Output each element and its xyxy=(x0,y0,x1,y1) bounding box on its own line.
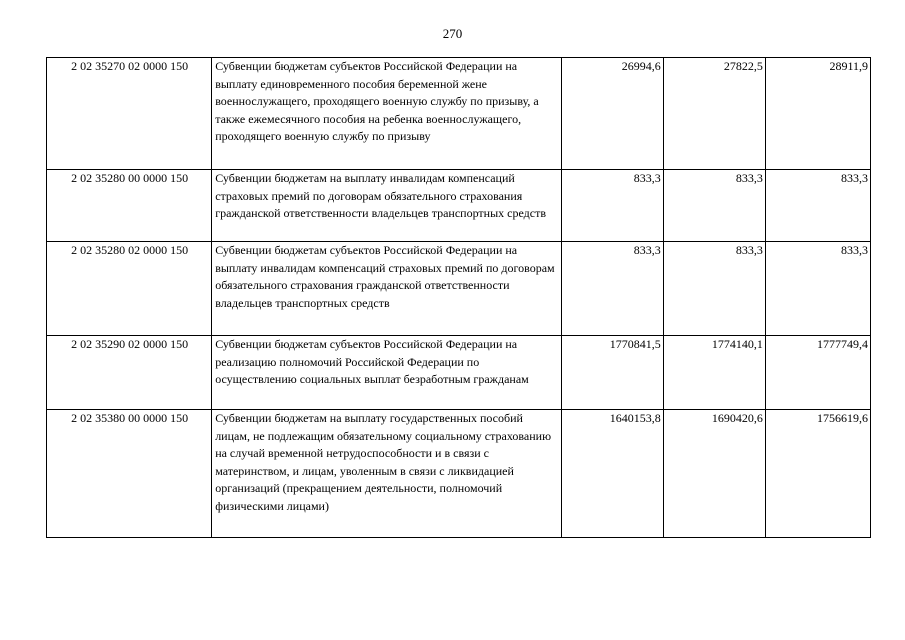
amount-year3-cell: 1756619,6 xyxy=(765,410,870,538)
budget-code-cell: 2 02 35280 02 0000 150 xyxy=(47,242,212,336)
amount-year3-cell: 28911,9 xyxy=(765,58,870,170)
table-row xyxy=(47,242,871,336)
amount-year2-cell: 1690420,6 xyxy=(663,410,765,538)
budget-code-cell: 2 02 35270 02 0000 150 xyxy=(47,58,212,170)
table-row xyxy=(47,336,871,410)
revenue-name-cell: Субвенции бюджетам субъектов Российской Федерации на реализацию полномочий Российской Федерации по осуществлению социальных выплат безработным гражданам xyxy=(212,336,561,410)
table-row xyxy=(47,58,871,170)
amount-year2-cell: 1774140,1 xyxy=(663,336,765,410)
revenue-name-cell: Субвенции бюджетам субъектов Российской Федерации на выплату инвалидам компенсаций страховых премий по договорам обязательного страхования гражданской ответственности владельцев транспортных средств xyxy=(212,242,561,336)
budget-table xyxy=(46,57,871,538)
budget-code-cell: 2 02 35280 00 0000 150 xyxy=(47,170,212,242)
amount-year1-cell: 1640153,8 xyxy=(561,410,663,538)
amount-year1-cell: 833,3 xyxy=(561,242,663,336)
amount-year2-cell: 27822,5 xyxy=(663,58,765,170)
amount-year3-cell: 833,3 xyxy=(765,170,870,242)
budget-code-cell: 2 02 35290 02 0000 150 xyxy=(47,336,212,410)
amount-year3-cell: 1777749,4 xyxy=(765,336,870,410)
amount-year2-cell: 833,3 xyxy=(663,242,765,336)
amount-year2-cell: 833,3 xyxy=(663,170,765,242)
budget-code-cell: 2 02 35380 00 0000 150 xyxy=(47,410,212,538)
amount-year3-cell: 833,3 xyxy=(765,242,870,336)
amount-year1-cell: 833,3 xyxy=(561,170,663,242)
page-number: 270 xyxy=(442,26,463,41)
amount-year1-cell: 26994,6 xyxy=(561,58,663,170)
revenue-name-cell: Субвенции бюджетам на выплату инвалидам компенсаций страховых премий по договорам обязательного страхования гражданской ответственности владельцев транспортных средств xyxy=(212,170,561,242)
revenue-name-cell: Субвенции бюджетам на выплату государственных пособий лицам, не подлежащим обязательному социальному страхованию на случай временной нетрудоспособности и в связи с материнством, и лицам, уволенным в связи с ликвидацией организаций (прекращением деятельности, полномочий физическими лицами) xyxy=(212,410,561,538)
table-row xyxy=(47,410,871,538)
amount-year1-cell: 1770841,5 xyxy=(561,336,663,410)
table-row xyxy=(47,170,871,242)
revenue-name-cell: Субвенции бюджетам субъектов Российской Федерации на выплату единовременного пособия беременной жене военнослужащего, проходящего военную службу по призыву, а также ежемесячного пособия на ребенка военнослужащего, проходящего военную службу по призыву xyxy=(212,58,561,170)
